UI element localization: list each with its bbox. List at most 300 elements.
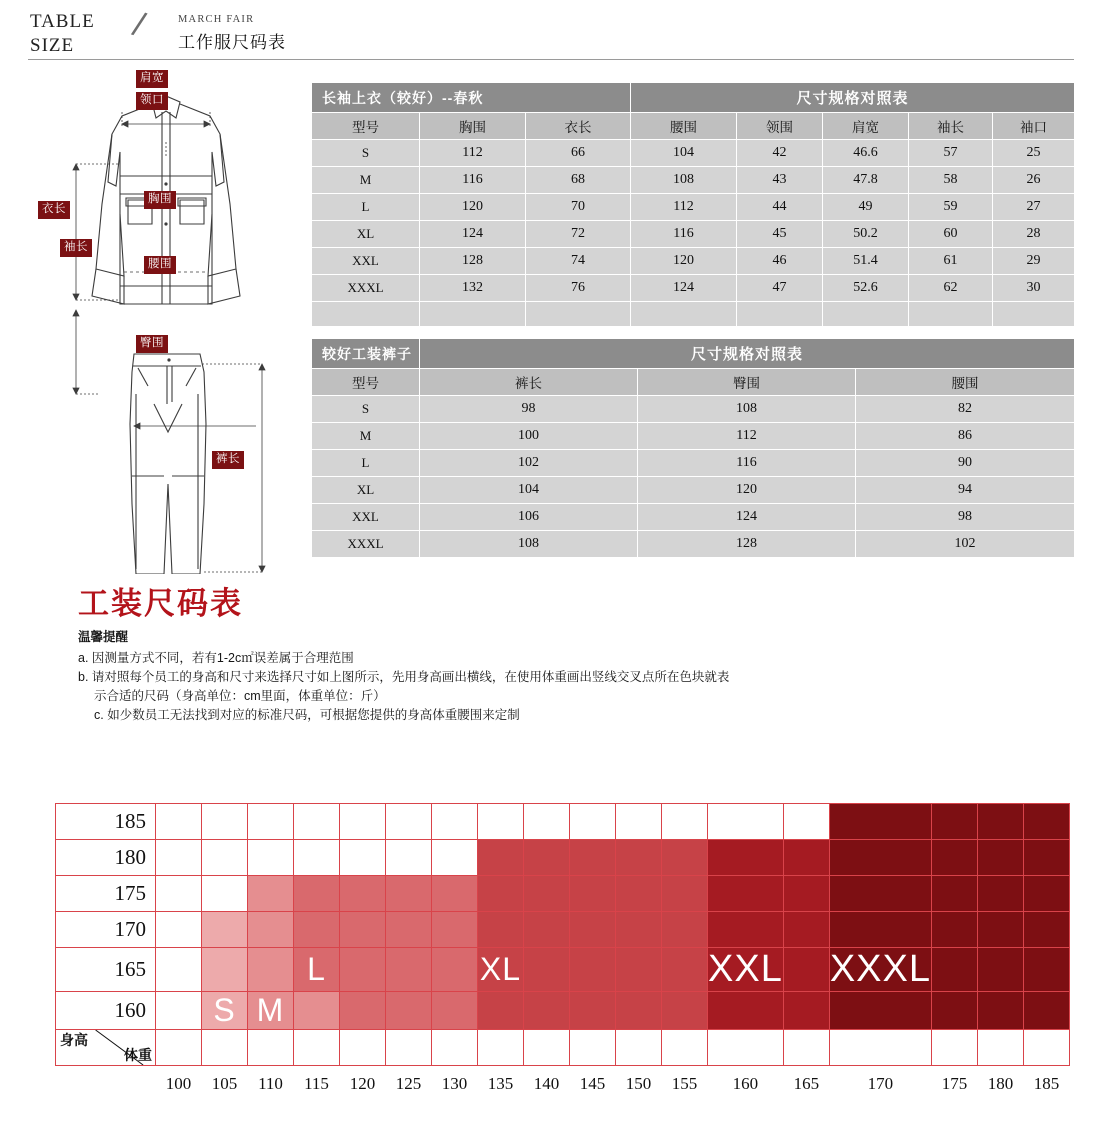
matrix-cell — [932, 1030, 978, 1066]
cell — [526, 302, 631, 327]
matrix-cell — [662, 1030, 708, 1066]
matrix-col-label: 170 — [867, 1073, 894, 1093]
matrix-cell — [783, 1030, 829, 1066]
matrix-cell — [202, 876, 248, 912]
matrix-cell — [978, 804, 1024, 840]
matrix-cell — [386, 876, 432, 912]
matrix-cell — [202, 948, 248, 992]
cell: 49 — [823, 194, 909, 221]
table-row — [312, 194, 1075, 221]
matrix-cell — [616, 804, 662, 840]
cell: 66 — [526, 140, 631, 167]
garment-line-art — [24, 64, 299, 574]
dim-tag-chest: 胸围 — [144, 191, 176, 209]
matrix-cell — [478, 992, 524, 1030]
matrix-cell — [248, 912, 294, 948]
matrix-cell — [1024, 804, 1070, 840]
matrix-cell — [570, 912, 616, 948]
matrix-cell — [570, 840, 616, 876]
matrix-cell — [340, 912, 386, 948]
table-row — [312, 531, 1075, 558]
matrix-row-label-160: 160 — [56, 992, 156, 1030]
matrix-cell — [294, 804, 340, 840]
notes-block — [78, 628, 978, 725]
dim-tag-sleeve: 袖长 — [60, 239, 92, 257]
matrix-cell — [829, 912, 931, 948]
matrix-cell — [708, 840, 784, 876]
cell: 124 — [420, 221, 526, 248]
matrix-cell — [248, 948, 294, 992]
matrix-cell — [978, 912, 1024, 948]
matrix-cell — [248, 876, 294, 912]
jacket-col-length: 衣长 — [526, 113, 631, 140]
matrix-cell — [783, 840, 829, 876]
size-matrix-table — [55, 803, 1070, 1102]
matrix-cell — [708, 992, 784, 1030]
table-row — [312, 248, 1075, 275]
matrix-col-label: 150 — [625, 1073, 652, 1093]
matrix-cell — [783, 804, 829, 840]
matrix-cell — [932, 804, 978, 840]
cell: 90 — [856, 450, 1075, 477]
cell — [312, 302, 420, 327]
cell — [909, 302, 993, 327]
matrix-cell — [570, 948, 616, 992]
cell: 61 — [909, 248, 993, 275]
matrix-cell — [524, 948, 570, 992]
matrix-cell — [783, 912, 829, 948]
dim-tag-collar: 领口 — [136, 92, 168, 110]
matrix-cell — [829, 948, 931, 992]
cell: 59 — [909, 194, 993, 221]
matrix-cell — [829, 840, 931, 876]
cell: 47.8 — [823, 167, 909, 194]
cell: 116 — [631, 221, 737, 248]
cell: XL — [312, 477, 420, 504]
pants-size-table-wrapper — [311, 338, 1075, 558]
matrix-cell — [432, 840, 478, 876]
table-row — [312, 450, 1075, 477]
matrix-cell — [978, 840, 1024, 876]
cell: 116 — [638, 450, 856, 477]
matrix-cell — [478, 876, 524, 912]
matrix-cell — [386, 992, 432, 1030]
jacket-col-collar: 领围 — [737, 113, 823, 140]
matrix-cell — [932, 840, 978, 876]
jacket-col-cuff: 袖口 — [993, 113, 1075, 140]
matrix-cell — [1024, 840, 1070, 876]
jacket-table-header-row — [312, 113, 1075, 140]
matrix-cell — [386, 840, 432, 876]
matrix-cell — [1024, 912, 1070, 948]
cell: 45 — [737, 221, 823, 248]
pants-col-waist: 腰围 — [856, 369, 1075, 396]
cell: 108 — [631, 167, 737, 194]
cell: 100 — [420, 423, 638, 450]
matrix-cell — [294, 912, 340, 948]
matrix-col-label: 130 — [441, 1073, 468, 1093]
matrix-cell — [432, 948, 478, 992]
matrix-col-label: 145 — [579, 1073, 606, 1093]
matrix-cell — [294, 876, 340, 912]
cell: 72 — [526, 221, 631, 248]
matrix-row — [56, 840, 1070, 876]
cell: 52.6 — [823, 275, 909, 302]
axis-label-weight: 体重 — [124, 1047, 152, 1063]
matrix-row — [56, 912, 1070, 948]
matrix-cell — [386, 912, 432, 948]
matrix-cell — [662, 992, 708, 1030]
matrix-row-label-185: 185 — [56, 804, 156, 840]
matrix-cell — [156, 948, 202, 992]
cell: 76 — [526, 275, 631, 302]
dim-tag-shoulder: 肩宽 — [136, 70, 168, 88]
cell — [631, 302, 737, 327]
jacket-col-model: 型号 — [312, 113, 420, 140]
matrix-cell — [340, 1030, 386, 1066]
cell: 51.4 — [823, 248, 909, 275]
matrix-cell — [386, 948, 432, 992]
matrix-cell — [616, 912, 662, 948]
matrix-cell — [202, 1030, 248, 1066]
table-row — [312, 396, 1075, 423]
matrix-col-label: 140 — [533, 1073, 560, 1093]
pants-table-header-row — [312, 369, 1075, 396]
matrix-cell — [202, 804, 248, 840]
dim-tag-hip: 臀围 — [136, 335, 168, 353]
matrix-cell — [829, 992, 931, 1030]
matrix-cell — [432, 992, 478, 1030]
matrix-cell — [932, 912, 978, 948]
matrix-cell — [524, 876, 570, 912]
matrix-cell — [662, 804, 708, 840]
table-row — [312, 221, 1075, 248]
cell: M — [312, 423, 420, 450]
cell: 26 — [993, 167, 1075, 194]
cell: 104 — [631, 140, 737, 167]
axis-label-height: 身高 — [60, 1032, 88, 1048]
matrix-row-label-165: 165 — [56, 948, 156, 992]
matrix-col-label: 185 — [1033, 1073, 1060, 1093]
brand-name-cn: 工作服尺码表 — [178, 33, 286, 52]
cell: 120 — [420, 194, 526, 221]
cell: 124 — [631, 275, 737, 302]
matrix-cell — [1024, 992, 1070, 1030]
matrix-cell — [616, 876, 662, 912]
cell: 106 — [420, 504, 638, 531]
matrix-cell — [829, 876, 931, 912]
cell: 112 — [631, 194, 737, 221]
matrix-cell — [156, 840, 202, 876]
matrix-col-label: 125 — [395, 1073, 422, 1093]
matrix-label-s: S — [213, 992, 236, 1028]
cell: 108 — [638, 396, 856, 423]
cell: 94 — [856, 477, 1075, 504]
cell: 104 — [420, 477, 638, 504]
pants-col-model: 型号 — [312, 369, 420, 396]
matrix-col-label: 105 — [211, 1073, 238, 1093]
cell: S — [312, 140, 420, 167]
cell: S — [312, 396, 420, 423]
matrix-cell — [156, 912, 202, 948]
matrix-cell — [932, 948, 978, 992]
matrix-col-label: 115 — [304, 1073, 329, 1093]
matrix-cell — [156, 992, 202, 1030]
matrix-cell — [616, 1030, 662, 1066]
note-c: c. 如少数员工无法找到对应的标准尺码，可根据您提供的身高体重腰围来定制 — [94, 708, 520, 722]
matrix-cell — [202, 840, 248, 876]
matrix-cell — [340, 840, 386, 876]
matrix-cell — [524, 912, 570, 948]
matrix-cell — [432, 876, 478, 912]
matrix-cell — [294, 1030, 340, 1066]
matrix-cell — [829, 804, 931, 840]
cell: L — [312, 194, 420, 221]
pants-table-band-right: 尺寸规格对照表 — [420, 339, 1075, 369]
matrix-cell — [1024, 948, 1070, 992]
matrix-cell — [1024, 876, 1070, 912]
dim-tag-length: 衣长 — [38, 201, 70, 219]
matrix-cell — [294, 840, 340, 876]
matrix-cell — [524, 840, 570, 876]
cell: 46.6 — [823, 140, 909, 167]
matrix-label-m: M — [256, 992, 285, 1028]
matrix-col-label: 135 — [487, 1073, 514, 1093]
cell: M — [312, 167, 420, 194]
matrix-row — [56, 876, 1070, 912]
matrix-cell — [248, 840, 294, 876]
cell: 112 — [420, 140, 526, 167]
matrix-cell — [478, 948, 524, 992]
matrix-cell — [432, 1030, 478, 1066]
matrix-cell — [524, 992, 570, 1030]
matrix-label-xl: XL — [479, 951, 522, 987]
cell: 128 — [420, 248, 526, 275]
matrix-cell — [386, 1030, 432, 1066]
cell: 102 — [420, 450, 638, 477]
matrix-cell — [478, 840, 524, 876]
pants-table-band — [312, 339, 1075, 369]
notes-title: 温馨提醒 — [78, 630, 129, 644]
matrix-cell — [708, 876, 784, 912]
note-b-line2: 示合适的尺码（身高单位：cm里面，体重单位：斤） — [94, 689, 386, 703]
matrix-cell — [248, 992, 294, 1030]
pants-col-length: 裤长 — [420, 369, 638, 396]
cell: 124 — [638, 504, 856, 531]
pants-col-hip: 臀围 — [638, 369, 856, 396]
matrix-row-label-170: 170 — [56, 912, 156, 948]
cell: XXL — [312, 504, 420, 531]
cell: XXXL — [312, 275, 420, 302]
cell: 28 — [993, 221, 1075, 248]
matrix-cell — [616, 840, 662, 876]
matrix-cell — [478, 912, 524, 948]
cell: L — [312, 450, 420, 477]
cell: 116 — [420, 167, 526, 194]
matrix-cell — [478, 1030, 524, 1066]
jacket-table-band-left: 长袖上衣（较好）--春秋 — [312, 83, 631, 113]
matrix-cell — [662, 912, 708, 948]
matrix-cell — [662, 948, 708, 992]
pants-table-band-left: 较好工装裤子 — [312, 339, 420, 369]
cell — [420, 302, 526, 327]
matrix-cell — [570, 992, 616, 1030]
matrix-col-label: 180 — [987, 1073, 1014, 1093]
header-brand — [178, 14, 286, 53]
cell: 44 — [737, 194, 823, 221]
matrix-cell — [432, 804, 478, 840]
cell: 98 — [420, 396, 638, 423]
cell: XXL — [312, 248, 420, 275]
cell: 60 — [909, 221, 993, 248]
garment-illustration — [24, 64, 299, 574]
matrix-cell — [524, 804, 570, 840]
jacket-col-waist: 腰围 — [631, 113, 737, 140]
matrix-cell — [783, 876, 829, 912]
matrix-cell — [340, 992, 386, 1030]
cell — [823, 302, 909, 327]
matrix-row-label-180: 180 — [56, 840, 156, 876]
cell: 47 — [737, 275, 823, 302]
note-a: a. 因测量方式不同，若有1-2c㎡误差属于合理范围 — [78, 651, 354, 665]
header-line-1: TABLE — [30, 11, 95, 32]
matrix-cell — [248, 804, 294, 840]
matrix-col-label: 100 — [165, 1073, 192, 1093]
matrix-cell — [978, 876, 1024, 912]
matrix-col-label: 155 — [671, 1073, 698, 1093]
cell: 112 — [638, 423, 856, 450]
matrix-cell — [616, 992, 662, 1030]
matrix-cell — [932, 876, 978, 912]
header-line-2: SIZE — [30, 35, 75, 56]
matrix-cell — [478, 804, 524, 840]
matrix-cell — [202, 992, 248, 1030]
matrix-cell — [932, 992, 978, 1030]
matrix-cell — [708, 912, 784, 948]
cell: XXXL — [312, 531, 420, 558]
matrix-cell — [156, 804, 202, 840]
cell: 57 — [909, 140, 993, 167]
matrix-label-xxl: XXL — [708, 948, 783, 990]
table-row — [312, 140, 1075, 167]
dim-tag-waist: 腰围 — [144, 256, 176, 274]
matrix-cell — [340, 876, 386, 912]
cell: 27 — [993, 194, 1075, 221]
jacket-col-chest: 胸围 — [420, 113, 526, 140]
matrix-row — [56, 948, 1070, 992]
matrix-cell — [386, 804, 432, 840]
matrix-cell — [783, 992, 829, 1030]
matrix-cell — [432, 912, 478, 948]
page-header — [28, 5, 1074, 60]
table-row — [312, 423, 1075, 450]
matrix-cell — [294, 992, 340, 1030]
table-row-spacer — [312, 302, 1075, 327]
cell: 86 — [856, 423, 1075, 450]
matrix-cell — [570, 804, 616, 840]
matrix-cell — [708, 1030, 784, 1066]
matrix-axis-row — [56, 1030, 1070, 1066]
matrix-cell — [708, 804, 784, 840]
jacket-size-table — [311, 82, 1075, 327]
cell: 30 — [993, 275, 1075, 302]
dim-tag-pants-length: 裤长 — [212, 451, 244, 469]
cell: 132 — [420, 275, 526, 302]
cell: 108 — [420, 531, 638, 558]
size-matrix-chart — [55, 803, 1070, 1102]
jacket-table-band-right: 尺寸规格对照表 — [631, 83, 1075, 113]
jacket-table-band — [312, 83, 1075, 113]
matrix-cell — [156, 1030, 202, 1066]
cell: 42 — [737, 140, 823, 167]
header-table-size — [30, 10, 120, 58]
cell — [737, 302, 823, 327]
jacket-col-shoulder: 肩宽 — [823, 113, 909, 140]
matrix-cell — [570, 1030, 616, 1066]
cell: 43 — [737, 167, 823, 194]
matrix-cell — [202, 912, 248, 948]
matrix-col-label: 160 — [732, 1073, 759, 1093]
pants-size-table — [311, 338, 1075, 558]
matrix-cell — [340, 948, 386, 992]
matrix-cell — [294, 948, 340, 992]
matrix-col-label: 110 — [258, 1073, 283, 1093]
table-row — [312, 167, 1075, 194]
cell: 50.2 — [823, 221, 909, 248]
matrix-row-label-175: 175 — [56, 876, 156, 912]
matrix-col-label-row — [56, 1066, 1070, 1102]
matrix-cell — [978, 992, 1024, 1030]
table-row — [312, 477, 1075, 504]
cell: 82 — [856, 396, 1075, 423]
matrix-col-label: 175 — [941, 1073, 968, 1093]
matrix-cell — [662, 840, 708, 876]
matrix-cell — [708, 948, 784, 992]
cell: 102 — [856, 531, 1075, 558]
cell: 62 — [909, 275, 993, 302]
matrix-col-label: 120 — [349, 1073, 376, 1093]
matrix-cell — [156, 876, 202, 912]
header-slash-divider: / — [128, 5, 150, 45]
matrix-cell — [662, 876, 708, 912]
cell: 120 — [638, 477, 856, 504]
cell: 29 — [993, 248, 1075, 275]
jacket-col-sleeve: 袖长 — [909, 113, 993, 140]
table-row — [312, 275, 1075, 302]
matrix-row — [56, 804, 1070, 840]
matrix-cell — [570, 876, 616, 912]
matrix-col-label: 165 — [793, 1073, 820, 1093]
jacket-size-table-wrapper — [311, 82, 1075, 327]
matrix-cell — [1024, 1030, 1070, 1066]
cell: 128 — [638, 531, 856, 558]
matrix-cell — [978, 948, 1024, 992]
cell: 68 — [526, 167, 631, 194]
matrix-cell — [616, 948, 662, 992]
matrix-label-l: L — [307, 951, 326, 987]
matrix-col-label-spacer — [56, 1066, 156, 1102]
cell: 98 — [856, 504, 1075, 531]
matrix-row — [56, 992, 1070, 1030]
cell: 70 — [526, 194, 631, 221]
matrix-cell — [829, 1030, 931, 1066]
cell — [993, 302, 1075, 327]
cell: 25 — [993, 140, 1075, 167]
matrix-cell — [248, 1030, 294, 1066]
matrix-cell — [783, 948, 829, 992]
cell: 46 — [737, 248, 823, 275]
note-b-line1: b. 请对照每个员工的身高和尺寸来选择尺寸如上图所示，先用身高画出横线，在使用体重画出竖线交叉点所在色块就表 — [78, 670, 730, 684]
